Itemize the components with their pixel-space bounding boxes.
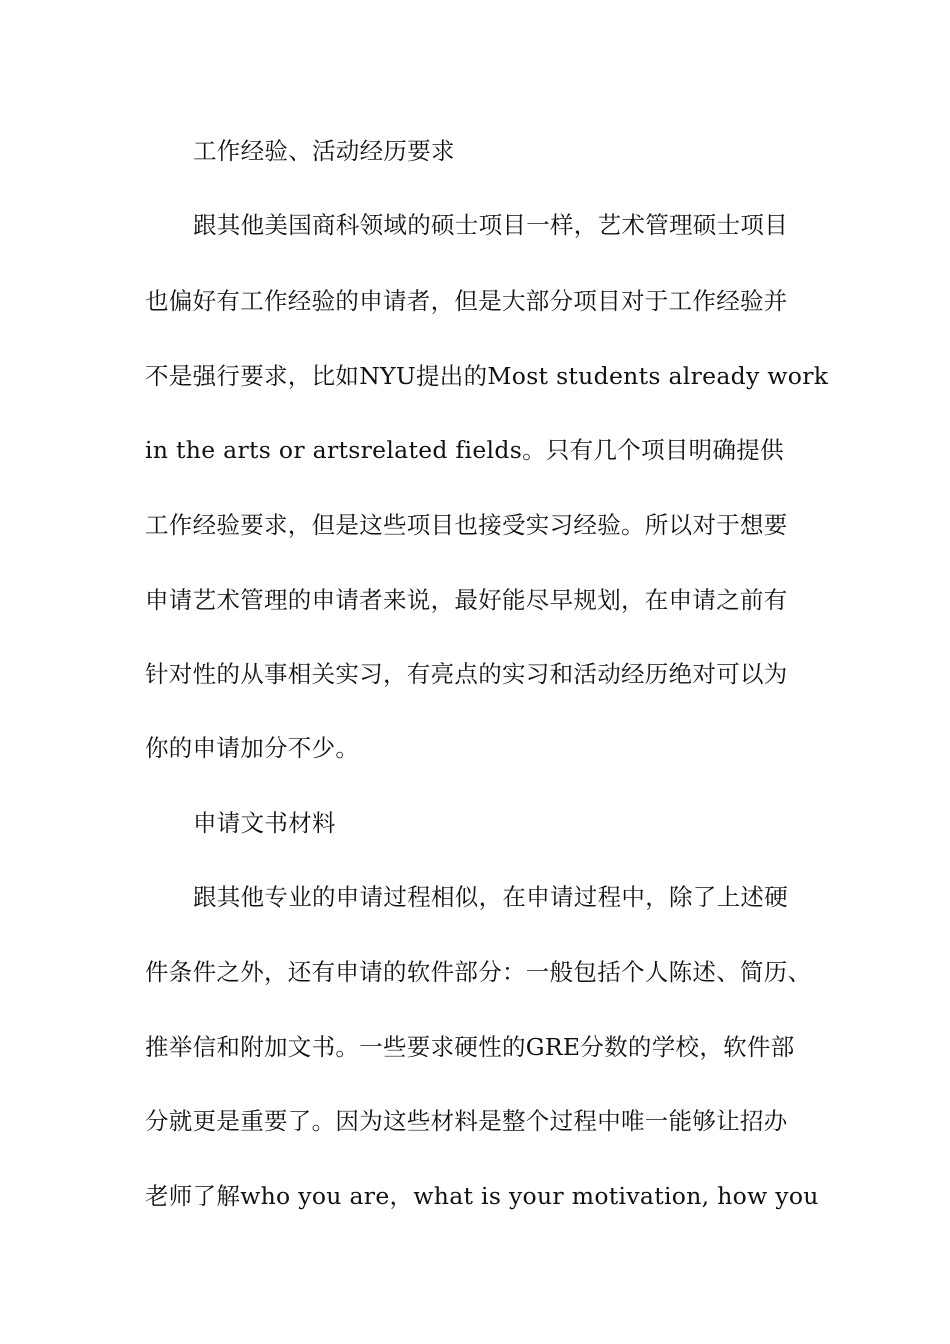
heading-work-experience: 工作经验、活动经历要求 [193, 137, 455, 165]
paragraph-line: in the arts or artsrelated fields。只有几个项目明确提供 [145, 436, 784, 464]
paragraph-line: 申请艺术管理的申请者来说，最好能尽早规划，在申请之前有 [145, 586, 788, 614]
paragraph-line: 工作经验要求，但是这些项目也接受实习经验。所以对于想要 [145, 511, 788, 539]
paragraph-line: 跟其他专业的申请过程相似，在申请过程中，除了上述硬 [193, 883, 788, 911]
paragraph-line: 针对性的从事相关实习，有亮点的实习和活动经历绝对可以为 [145, 660, 788, 688]
paragraph-line: 也偏好有工作经验的申请者，但是大部分项目对于工作经验并 [145, 287, 788, 315]
paragraph-line: 推举信和附加文书。一些要求硬性的GRE分数的学校，软件部 [145, 1033, 795, 1061]
heading-application-materials: 申请文书材料 [193, 809, 336, 837]
paragraph-line: 跟其他美国商科领域的硕士项目一样，艺术管理硕士项目 [193, 211, 788, 239]
paragraph-line: 分就更是重要了。因为这些材料是整个过程中唯一能够让招办 [145, 1107, 788, 1135]
paragraph-line: 你的申请加分不少。 [145, 734, 360, 762]
paragraph-line: 件条件之外，还有申请的软件部分：一般包括个人陈述、简历、 [145, 958, 812, 986]
paragraph-line: 老师了解who you are，what is your motivation, how you [145, 1182, 819, 1210]
paragraph-line: 不是强行要求，比如NYU提出的Most students already work [145, 362, 829, 390]
